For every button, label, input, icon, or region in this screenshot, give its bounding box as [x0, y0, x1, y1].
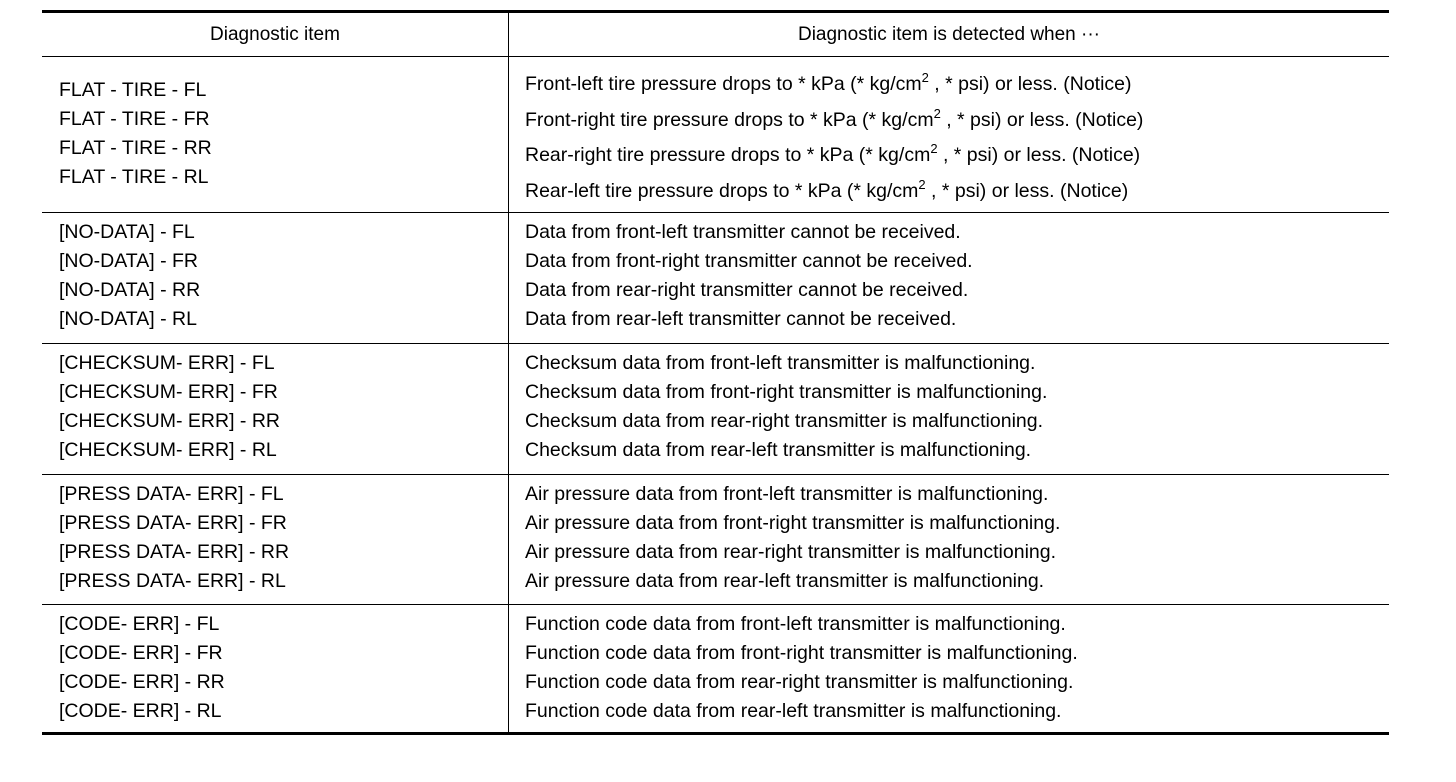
desc-no-data-rr: Data from rear-right transmitter cannot be received. [525, 279, 969, 301]
desc-no-data-fl: Data from front-left transmitter cannot be received. [525, 221, 961, 243]
desc-flat-tire-fl [525, 67, 1389, 103]
press-data-err-descriptions [509, 475, 1389, 604]
item-checksum-err-rl: [CHECKSUM- ERR] - RL [59, 439, 277, 461]
item-checksum-err-fr: [CHECKSUM- ERR] - FR [59, 381, 278, 403]
press-data-err-items [42, 475, 509, 604]
desc-checksum-err-rr: Checksum data from rear-right transmitter is malfunctioning. [525, 410, 1044, 432]
item-flat-tire-rr: FLAT - TIRE - RR [59, 137, 212, 159]
item-code-err-fr: [CODE- ERR] - FR [59, 642, 223, 664]
item-press-data-err-fr: [PRESS DATA- ERR] - FR [59, 512, 287, 534]
header-detected-when: Diagnostic item is detected when ··· [797, 23, 1100, 45]
desc-checksum-err-rl: Checksum data from rear-left transmitter is malfunctioning. [525, 439, 1032, 461]
desc-press-data-err-fl: Air pressure data from front-left transmitter is malfunctioning. [525, 483, 1049, 505]
item-no-data-fr: [NO-DATA] - FR [59, 250, 199, 272]
desc-flat-tire-fr [525, 103, 1389, 139]
desc-press-data-err-rr: Air pressure data from rear-right transmitter is malfunctioning. [525, 541, 1057, 563]
flat-tire-descriptions [509, 57, 1389, 212]
desc-flat-tire-fl-sup: 2 [921, 70, 929, 85]
desc-code-err-fr: Function code data from front-right transmitter is malfunctioning. [525, 642, 1078, 664]
item-code-err-rl: [CODE- ERR] - RL [59, 700, 222, 722]
item-flat-tire-fr: FLAT - TIRE - FR [59, 108, 210, 130]
item-checksum-err-rr: [CHECKSUM- ERR] - RR [59, 410, 281, 432]
desc-no-data-rl: Data from rear-left transmitter cannot be received. [525, 308, 957, 330]
item-press-data-err-rl: [PRESS DATA- ERR] - RL [59, 570, 286, 592]
desc-flat-tire-rl-tail: , * psi) or less. (Notice) [925, 179, 1129, 202]
item-press-data-err-fl: [PRESS DATA- ERR] - FL [59, 483, 284, 505]
table-row-no-data [42, 213, 1389, 344]
item-checksum-err-fl: [CHECKSUM- ERR] - FL [59, 352, 275, 374]
flat-tire-items [42, 57, 509, 212]
desc-code-err-rr: Function code data from rear-right transmitter is malfunctioning. [525, 671, 1074, 693]
item-press-data-err-rr: [PRESS DATA- ERR] - RR [59, 541, 290, 563]
item-code-err-rr: [CODE- ERR] - RR [59, 671, 225, 693]
desc-no-data-fr: Data from front-right transmitter cannot be received. [525, 250, 973, 272]
no-data-descriptions [509, 213, 1389, 343]
item-no-data-rr: [NO-DATA] - RR [59, 279, 201, 301]
code-err-items [42, 605, 509, 732]
table-row-checksum-err [42, 344, 1389, 475]
desc-code-err-fl: Function code data from front-left transmitter is malfunctioning. [525, 613, 1066, 635]
no-data-items [42, 213, 509, 343]
desc-flat-tire-rr-tail: , * psi) or less. (Notice) [937, 144, 1141, 166]
desc-checksum-err-fl: Checksum data from front-left transmitter is malfunctioning. [525, 352, 1036, 374]
item-flat-tire-rl: FLAT - TIRE - RL [59, 166, 209, 188]
item-no-data-rl: [NO-DATA] - RL [59, 308, 197, 330]
table-header-row [42, 13, 1389, 57]
desc-flat-tire-fr-text: Front-right tire pressure drops to * kPa (* kg/cm [525, 108, 934, 131]
desc-press-data-err-rl: Air pressure data from rear-left transmitter is malfunctioning. [525, 570, 1045, 592]
desc-flat-tire-rr-sup: 2 [930, 141, 938, 156]
desc-flat-tire-fr-sup: 2 [933, 105, 941, 121]
header-diagnostic-item: Diagnostic item [42, 13, 509, 56]
desc-flat-tire-rr [525, 138, 1389, 174]
item-flat-tire-fl: FLAT - TIRE - FL [59, 79, 207, 101]
table-row-flat-tire [42, 57, 1389, 213]
desc-flat-tire-rr-text: Rear-right tire pressure drops to * kPa (* kg/cm [525, 144, 931, 166]
item-code-err-fl: [CODE- ERR] - FL [59, 613, 220, 635]
desc-flat-tire-rl [525, 174, 1389, 210]
desc-flat-tire-rl-sup: 2 [918, 176, 926, 192]
desc-flat-tire-fl-text: Front-left tire pressure drops to * kPa (* kg/cm [525, 73, 922, 95]
desc-code-err-rl: Function code data from rear-left transmitter is malfunctioning. [525, 700, 1062, 722]
item-no-data-fl: [NO-DATA] - FL [59, 221, 195, 243]
desc-checksum-err-fr: Checksum data from front-right transmitter is malfunctioning. [525, 381, 1048, 403]
desc-flat-tire-rl-text: Rear-left tire pressure drops to * kPa (* kg/cm [525, 179, 919, 202]
checksum-err-descriptions [509, 344, 1389, 474]
desc-flat-tire-fl-tail: , * psi) or less. (Notice) [928, 73, 1132, 95]
checksum-err-items [42, 344, 509, 474]
desc-press-data-err-fr: Air pressure data from front-right transmitter is malfunctioning. [525, 512, 1061, 534]
table-row-code-err [42, 605, 1389, 732]
diagnostic-table [42, 10, 1389, 735]
desc-flat-tire-fr-tail: , * psi) or less. (Notice) [940, 108, 1144, 131]
code-err-descriptions [509, 605, 1389, 732]
table-row-press-data-err [42, 475, 1389, 605]
